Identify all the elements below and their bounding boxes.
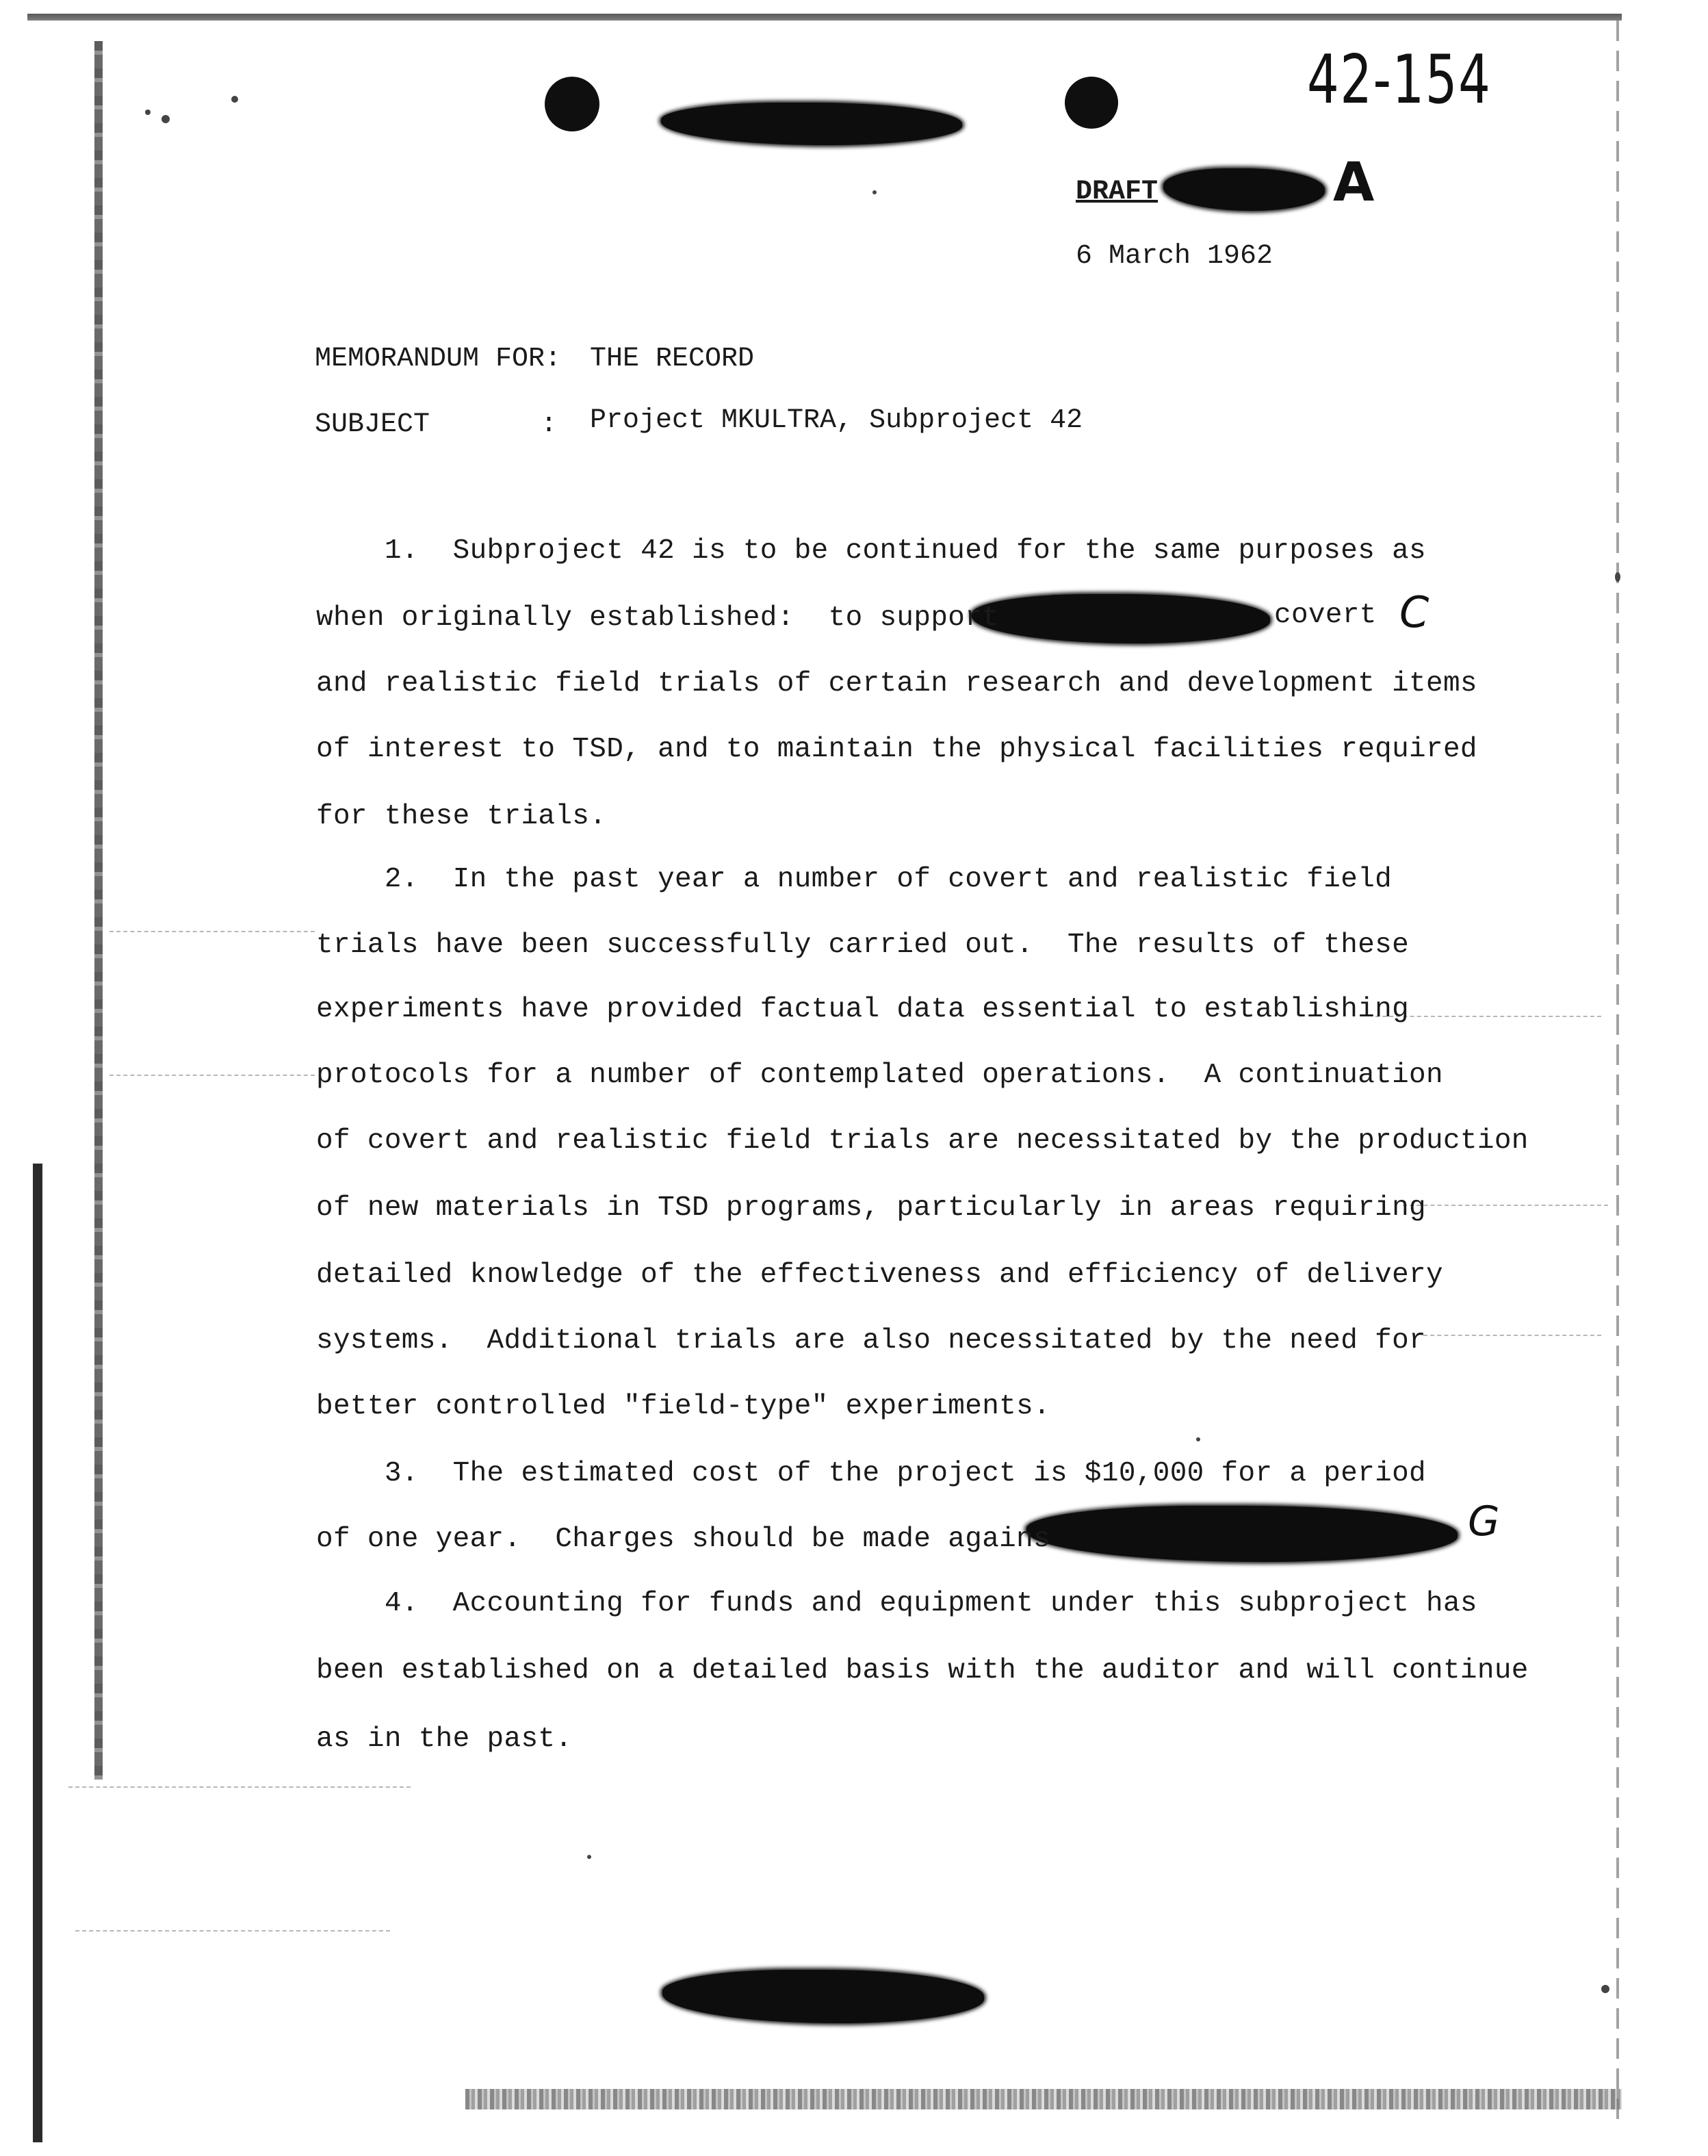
speck xyxy=(145,110,151,115)
handwritten-mark-g: G xyxy=(1468,1498,1500,1545)
handwritten-mark-a: A xyxy=(1333,152,1375,214)
body-line: covert xyxy=(1274,600,1377,631)
speck xyxy=(1196,1437,1200,1441)
draft-label: DRAFT xyxy=(1076,177,1159,207)
body-line: 3. The estimated cost of the project is $10,000 for a period xyxy=(316,1458,1427,1489)
scan-top-edge xyxy=(27,14,1622,21)
speck xyxy=(231,96,238,103)
body-line: 2. In the past year a number of covert and realistic field xyxy=(316,864,1393,895)
memo-for-label: MEMORANDUM FOR: xyxy=(315,344,562,374)
scan-bottom-edge xyxy=(465,2089,1622,2109)
scan-left-edge xyxy=(94,41,103,1780)
scan-left-bar xyxy=(33,1164,42,2142)
speck xyxy=(161,115,170,123)
body-line: of interest to TSD, and to maintain the physical facilities required xyxy=(316,734,1477,765)
body-line: systems. Additional trials are also necessitated by the need for xyxy=(316,1325,1427,1357)
body-line: as in the past. xyxy=(316,1723,573,1755)
speck xyxy=(872,190,877,194)
redaction-support xyxy=(972,594,1270,643)
body-line: 1. Subproject 42 is to be continued for the same purposes as xyxy=(316,535,1427,567)
scan-line xyxy=(1423,1335,1601,1336)
redaction-bottom xyxy=(662,1970,984,2023)
body-line: trials have been successfully carried out. The results of these xyxy=(316,929,1410,961)
body-line: experiments have provided factual data essential to establishing xyxy=(316,994,1410,1025)
memo-date: 6 March 1962 xyxy=(1076,241,1273,272)
scan-line xyxy=(109,931,315,932)
speck xyxy=(587,1855,591,1859)
scan-right-edge xyxy=(1616,21,1619,2122)
scan-line xyxy=(1375,1016,1601,1017)
body-line: of new materials in TSD programs, particularly in areas requiring xyxy=(316,1192,1427,1224)
subject-value: Project MKULTRA, Subproject 42 xyxy=(590,405,1083,436)
body-line: been established on a detailed basis with the auditor and will continue xyxy=(316,1655,1529,1686)
scan-line xyxy=(68,1786,411,1788)
speck xyxy=(1601,1985,1609,1993)
scan-line xyxy=(1403,1205,1608,1206)
redaction-draft xyxy=(1163,168,1325,211)
body-line: for these trials. xyxy=(316,801,607,832)
body-line: better controlled "field-type" experiments. xyxy=(316,1391,1051,1422)
body-line: of covert and realistic field trials are necessitated by the production xyxy=(316,1125,1529,1157)
handwritten-mark-c: C xyxy=(1399,587,1429,637)
body-line: and realistic field trials of certain research and development items xyxy=(316,668,1477,700)
scan-line xyxy=(75,1930,390,1932)
scan-line xyxy=(109,1075,315,1076)
redaction-top xyxy=(661,103,962,145)
subject-colon: : xyxy=(541,409,558,440)
punch-dot-right xyxy=(1065,77,1118,129)
subject-label: SUBJECT xyxy=(315,409,430,440)
body-line: protocols for a number of contemplated operations. A continuation xyxy=(316,1060,1443,1091)
redaction-charges xyxy=(1026,1506,1458,1562)
body-line: detailed knowledge of the effectiveness and efficiency of delivery xyxy=(316,1259,1443,1291)
memo-for-value: THE RECORD xyxy=(590,344,755,374)
body-line: when originally established: to support xyxy=(316,602,1000,634)
punch-dot-left xyxy=(545,77,599,131)
speck xyxy=(1615,572,1620,582)
body-line: of one year. Charges should be made agains xyxy=(316,1524,1051,1555)
handwritten-reference-number: 42-154 xyxy=(1307,41,1492,119)
body-line: 4. Accounting for funds and equipment under this subproject has xyxy=(316,1588,1477,1619)
